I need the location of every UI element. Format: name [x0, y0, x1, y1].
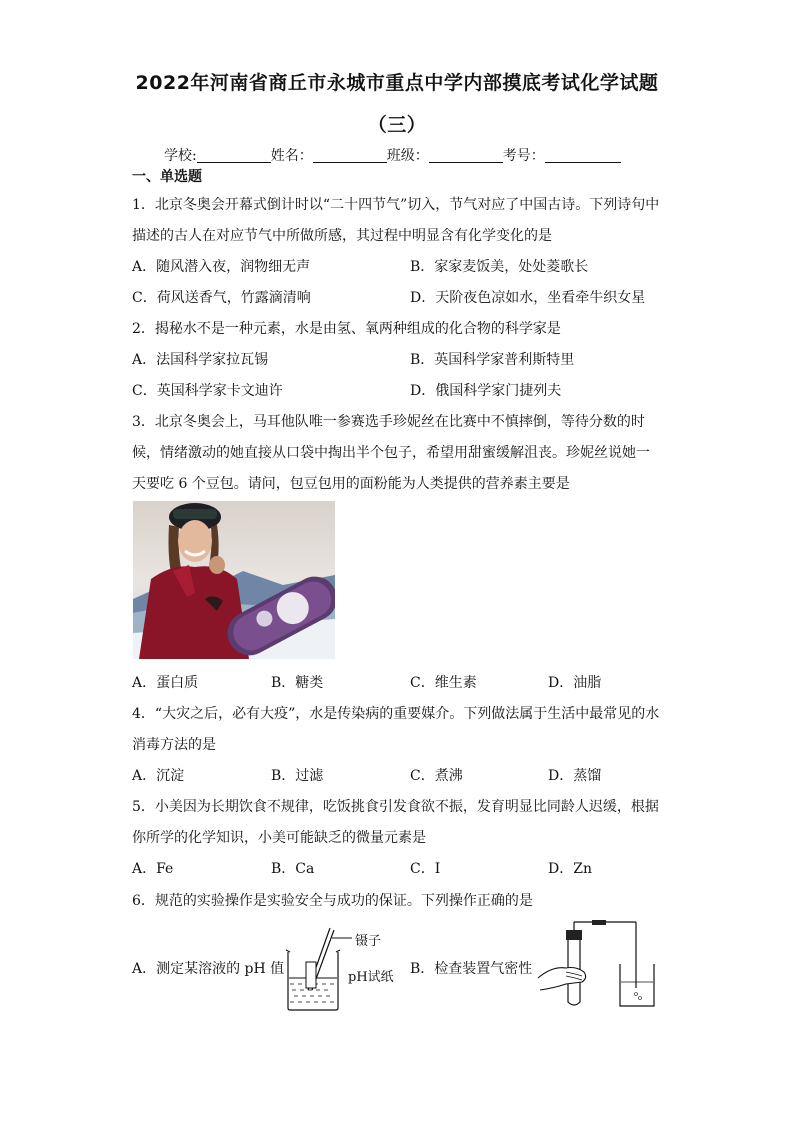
q5-option-b[interactable]: B．Ca: [271, 861, 315, 877]
q2-option-d[interactable]: D．俄国科学家门捷列夫: [410, 383, 562, 399]
q4-text-line1: 4．“大灾之后，必有大疫”，水是传染病的重要媒介。下列做法属于生活中最常见的水: [132, 706, 660, 722]
q5-option-a[interactable]: A．Fe: [132, 861, 174, 877]
q1-option-b[interactable]: B．家家麦饭美，处处菱歌长: [410, 259, 589, 275]
class-field[interactable]: [429, 148, 503, 163]
q3-text-line2: 候，情绪激动的她直接从口袋中掏出半个包子，希望用甜蜜缓解沮丧。珍妮丝说她一: [132, 445, 650, 461]
class-label: 班级：: [386, 148, 429, 164]
q6-option-a[interactable]: A．测定某溶液的 pH 值: [132, 961, 285, 977]
q6-option-b[interactable]: B．检查装置气密性: [410, 961, 533, 977]
q6-text-line1: 6．规范的实验操作是实验安全与成功的保证。下列操作正确的是: [132, 893, 533, 909]
name-field[interactable]: [313, 148, 387, 163]
q4-option-c[interactable]: C．煮沸: [410, 768, 463, 784]
q1-option-d[interactable]: D．天阶夜色凉如水，坐看牵牛织女星: [410, 290, 646, 306]
q3-option-c[interactable]: C．维生素: [410, 675, 477, 691]
q2-option-a[interactable]: A．法国科学家拉瓦锡: [132, 352, 269, 368]
school-field[interactable]: [197, 148, 271, 163]
number-label: 考号：: [502, 148, 545, 164]
q2-text-line1: 2．揭秘水不是一种元素，水是由氢、氧两种组成的化合物的科学家是: [132, 321, 561, 337]
q4-option-a[interactable]: A．沉淀: [132, 768, 185, 784]
section-heading: 一、单选题: [132, 169, 202, 185]
q2-option-c[interactable]: C．英国科学家卡文迪许: [132, 383, 283, 399]
q4-text-line2: 消毒方法的是: [132, 737, 216, 753]
q3-option-b[interactable]: B．糖类: [271, 675, 324, 691]
q3-option-d[interactable]: D．油脂: [548, 675, 602, 691]
tweezers-label: 镊子: [355, 934, 382, 949]
q5-option-c[interactable]: C．I: [410, 861, 441, 877]
airtightness-diagram: [536, 918, 660, 1010]
school-label: 学校:: [164, 148, 197, 164]
q4-option-d[interactable]: D．蒸馏: [548, 768, 602, 784]
q1-text-line1: 1．北京冬奥会开幕式倒计时以“二十四节气”切入，节气对应了中国古诗。下列诗句中: [132, 197, 660, 213]
q3-text-line3: 天要吃 6 个豆包。请问，包豆包用的面粉能为人类提供的营养素主要是: [132, 476, 570, 492]
ph-test-diagram: [284, 926, 354, 1012]
q2-option-b[interactable]: B．英国科学家普利斯特里: [410, 352, 575, 368]
q4-option-b[interactable]: B．过滤: [271, 768, 324, 784]
q5-option-d[interactable]: D．Zn: [548, 861, 592, 877]
student-info-row: [164, 145, 621, 165]
number-field[interactable]: [545, 148, 621, 163]
ph-paper-label: pH试纸: [348, 970, 394, 985]
q3-text-line1: 3．北京冬奥会上，马耳他队唯一参赛选手珍妮丝在比赛中不慎摔倒，等待分数的时: [132, 414, 645, 430]
q1-option-c[interactable]: C．荷风送香气，竹露滴清响: [132, 290, 311, 306]
q1-option-a[interactable]: A．随风潜入夜，润物细无声: [132, 259, 311, 275]
q1-text-line2: 描述的古人在对应节气中所做所感，其过程中明显含有化学变化的是: [132, 228, 552, 244]
q3-option-a[interactable]: A．蛋白质: [132, 675, 199, 691]
snowboarder-photo: [133, 501, 335, 659]
name-label: 姓名：: [270, 148, 313, 164]
exam-title: 2022年河南省商丘市永城市重点中学内部摸底考试化学试题: [135, 72, 659, 94]
q5-text-line2: 你所学的化学知识，小美可能缺乏的微量元素是: [132, 830, 426, 846]
exam-subtitle: （三）: [367, 114, 427, 136]
q5-text-line1: 5．小美因为长期饮食不规律，吃饭挑食引发食欲不振，发育明显比同龄人迟缓，根据: [132, 799, 659, 815]
